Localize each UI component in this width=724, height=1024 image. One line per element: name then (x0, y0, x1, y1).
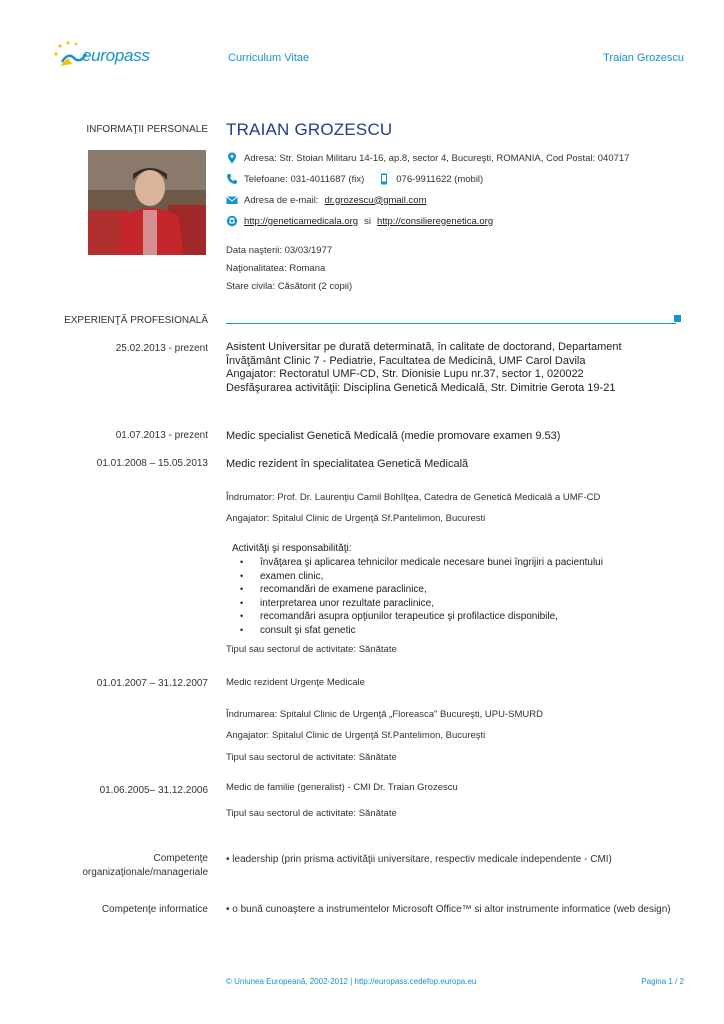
civil-status: Stare civila: Căsătorit (2 copii) (226, 281, 353, 292)
job4-sector: Tipul sau sectorul de activitate: Sănătate (226, 752, 397, 763)
email-link[interactable]: dr.grozescu@gmail.com (324, 194, 427, 206)
divider-marker (674, 315, 681, 322)
org-skills-text: • leadership (prin prisma activităţii universitare, respectiv medicale independente - CMI) (226, 854, 612, 865)
job3-date: 01.01.2008 – 15.05.2013 (96, 458, 208, 469)
job1-line: Asistent Universitar pe durată determinată, în calitate de doctorand, Departament (226, 341, 622, 353)
job4-employer: Angajator: Spitalul Clinic de Urgenţă Sf.Pantelimon, Bucureşti (226, 730, 486, 741)
job1-line: Desfăşurarea activităţii: Disciplina Genetică Medicală, Str. Dimitrie Gerota 19-21 (226, 381, 616, 394)
logo-text: europass (82, 46, 150, 65)
footer-copyright: © Uniunea Europeană, 2002-2012 | http://europass.cedefop.europa.eu (226, 977, 477, 986)
job3-activities-title: Activităţi şi responsabilităţi: (232, 543, 352, 554)
job4-date: 01.01.2007 – 31.12.2007 (96, 678, 208, 689)
person-name: TRAIAN GROZESCU (226, 120, 393, 139)
job1-line: Angajator: Rectoratul UMF-CD, Str. Dionisie Lupu nr.37, sector 1, 020022 (226, 368, 584, 380)
email-label: Adresa de e-mail: (244, 194, 319, 206)
activity-item: • învăţarea şi aplicarea tehnicilor medicale necesare bunei îngrijiri a pacientului (260, 556, 603, 570)
email-row (226, 194, 427, 206)
location-icon (226, 152, 238, 164)
personal-info-heading: INFORMAŢII PERSONALE (86, 124, 208, 135)
job3-title: Medic rezident în specialitatea Genetică Medicală (226, 458, 469, 470)
activity-item: • recomandări de examene paraclinice, (260, 583, 603, 597)
experience-heading: EXPERIENŢĂ PROFESIONALĂ (64, 315, 208, 326)
activity-item: • consult şi sfat genetic (260, 624, 603, 638)
address-text: Adresa: Str. Stoian Militaru 14-16, ap.8, sector 4, Bucureşti, ROMANIA, Cod Postal: 040717 (244, 152, 630, 164)
job4-title: Medic rezident Urgenţe Medicale (226, 677, 365, 688)
web-row (226, 215, 493, 227)
job2-title: Medic specialist Genetică Medicală (medie promovare examen 9.53) (226, 430, 561, 442)
birth-date: Data naşterii: 03/03/1977 (226, 245, 333, 256)
job3-employer: Angajator: Spitalul Clinic de Urgenţă Sf.Pantelimon, Bucuresti (226, 513, 486, 524)
document-title: Curriculum Vitae (228, 52, 310, 64)
activity-item: • recomandări asupra opţiunilor terapeutice şi profilactice disponibile, (260, 610, 603, 624)
org-skills-label-1: Competenţe (153, 853, 208, 864)
profile-photo (88, 150, 206, 255)
job3-activities-list (226, 556, 603, 637)
header-person-name: Traian Grozescu (603, 52, 684, 64)
job1-line: Învăţământ Clinic 7 - Pediatrie, Facultatea de Medicină, UMF Carol Davila (226, 354, 586, 367)
mobile-icon (378, 173, 390, 185)
job1-description (226, 341, 622, 395)
website-separator: si (364, 215, 371, 227)
page-number: Pagina 1 / 2 (641, 977, 684, 986)
nationality: Naţionalitatea: Romana (226, 263, 326, 274)
section-divider (226, 323, 676, 324)
job3-mentor: Îndrumator: Prof. Dr. Laurenţiu Camil Bohîlţea, Catedra de Genetică Medicală a UMF-CD (226, 492, 601, 503)
web-icon (226, 215, 238, 227)
email-icon (226, 194, 238, 206)
job3-sector: Tipul sau sectorul de activitate: Sănătate (226, 644, 397, 655)
phone-icon (226, 173, 238, 185)
activity-item: • examen clinic, (260, 570, 603, 584)
org-skills-label-2: organizaţionale/manageriale (82, 867, 208, 878)
job1-date: 25.02.2013 - prezent (115, 343, 208, 354)
job5-sector: Tipul sau sectorul de activitate: Sănătate (226, 808, 397, 819)
it-skills-text: • o bună cunoaştere a instrumentelor Microsoft Office™ si altor instrumente informatice (web design) (226, 904, 671, 915)
address-row (226, 152, 629, 164)
job2-date: 01.07.2013 - prezent (115, 430, 208, 441)
job4-mentor: Îndrumarea: Spitalul Clinic de Urgenţă „Floreasca" Bucureşti, UPU-SMURD (226, 709, 543, 720)
job5-title: Medic de familie (generalist) - CMI Dr. Traian Grozescu (226, 782, 458, 793)
activity-item: • interpretarea unor rezultate paraclinice, (260, 597, 603, 611)
phone-row (226, 173, 483, 185)
phone-mobile-text: 076-9911622 (mobil) (396, 173, 484, 185)
website-link-2[interactable]: http://consilieregenetica.org (376, 215, 494, 227)
it-skills-label: Competenţe informatice (101, 904, 208, 915)
phone-fixed-text: Telefoane: 031-4011687 (fix) (244, 173, 365, 185)
website-link-1[interactable]: http://geneticamedicala.org (244, 215, 359, 227)
job5-date: 01.06.2005– 31.12.2006 (99, 785, 208, 796)
